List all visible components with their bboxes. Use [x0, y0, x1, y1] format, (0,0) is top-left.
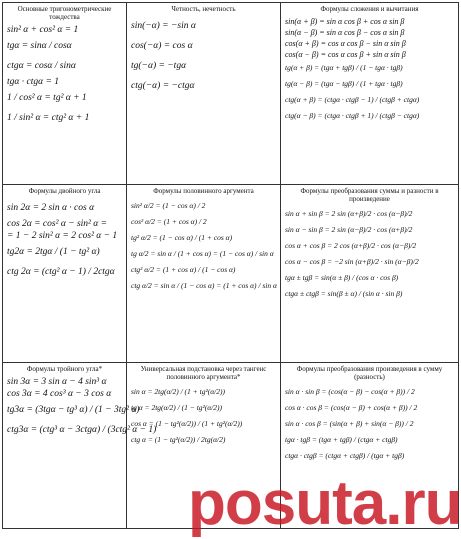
formula-line: tgα · ctgα = 1	[7, 77, 60, 87]
grid-row-2	[3, 185, 459, 363]
cell-title: Универсальная подстановка через тангенс половинного аргумента*	[140, 365, 267, 381]
formula-line: tg(α − β) = (tgα − tgβ) / (1 + tgα · tgβ)	[285, 79, 403, 88]
formula-line: tgα ± tgβ = sin(α ± β) / (cos α · cos β)	[285, 273, 399, 282]
formula-line: ctg α = (1 − tg²(α/2)) / 2tg(α/2)	[131, 435, 226, 444]
formula-line: tg2α = 2tgα / (1 − tg² α)	[7, 247, 100, 257]
formula-line: sin α · cos β = (sin(α + β) + sin(α − β)) / 2	[285, 419, 414, 428]
cell-universal-substitution	[127, 363, 281, 529]
formula-line: sin α − sin β = 2 sin (α−β)/2 · cos (α+β)/2	[285, 225, 413, 234]
formula-line: cos 3α = 4 cos³ α − 3 cos α	[7, 389, 112, 399]
formula-line: ctg3α = (ctg³ α − 3ctgα) / (3ctg² α − 1)	[7, 425, 157, 435]
cell-title: Основные тригонометрические тождества	[17, 5, 112, 21]
grid-row-1	[3, 3, 459, 185]
formula-line: sin α + sin β = 2 sin (α+β)/2 · cos (α−β)/2	[285, 209, 413, 218]
formula-line: tg² α/2 = (1 − cos α) / (1 + cos α)	[131, 233, 233, 242]
formula-line: 1 / sin² α = ctg² α + 1	[7, 113, 90, 123]
cell-product-to-sum	[281, 363, 459, 529]
formula-line: tgα · tgβ = (tgα + tgβ) / (ctgα + ctgβ)	[285, 435, 398, 444]
formula-line: ctg² α/2 = (1 + cos α) / (1 − cos α)	[131, 265, 236, 274]
cell-double-angle	[3, 185, 127, 363]
cell-basic-identities	[3, 3, 127, 185]
formula-line: sin 2α = 2 sin α · cos α	[7, 203, 95, 213]
formula-line: ctg 2α = (ctg² α − 1) / 2ctgα	[7, 267, 115, 277]
cell-title: Четность, нечетность	[171, 5, 236, 13]
formula-line: cos α = (1 − tg²(α/2)) / (1 + tg²(α/2))	[131, 419, 243, 428]
cell-title: Формулы половинного аргумента	[153, 187, 254, 195]
formula-line: sin(α − β) = sin α cos β − cos α sin β	[285, 28, 405, 37]
formula-line: ctgα ± ctgβ = sin(β ± α) / (sin α · sin β)	[285, 289, 403, 298]
formula-line: tg α/2 = sin α / (1 + cos α) = (1 − cos α) / sin α	[131, 249, 274, 258]
site-watermark: posuta.ru	[188, 469, 461, 538]
cell-half-angle	[127, 185, 281, 363]
formula-line: tg α = 2tg(α/2) / (1 − tg²(α/2))	[131, 403, 223, 412]
cell-parity	[127, 3, 281, 185]
formula-grid	[2, 2, 459, 529]
cell-title: Формулы двойного угла	[28, 187, 101, 195]
cell-title: Формулы тройного угла*	[26, 365, 103, 373]
cell-title: Формулы сложения и вычитания	[320, 5, 419, 13]
formula-line: sin(−α) = −sin α	[131, 21, 196, 31]
formula-line: cos α + cos β = 2 cos (α+β)/2 · cos (α−β)/2	[285, 241, 417, 250]
formula-line: sin α = 2tg(α/2) / (1 + tg²(α/2))	[131, 387, 225, 396]
formula-line: tgα = sinα / cosα	[7, 41, 72, 51]
formula-line: ctg α/2 = sin α / (1 − cos α) = (1 + cos α) / sin α	[131, 281, 277, 290]
formula-line: tg3α = (3tgα − tg³ α) / (1 − 3tg² α)	[7, 405, 140, 415]
formula-line: sin 3α = 3 sin α − 4 sin³ α	[7, 377, 107, 387]
formula-line: cos α · cos β = (cos(α − β) + cos(α + β)) / 2	[285, 403, 418, 412]
formula-line: ctgα · ctgβ = (ctgα + ctgβ) / (tgα + tgβ)	[285, 451, 405, 460]
cell-title: Формулы преобразования суммы и разности в произведение	[300, 187, 439, 203]
cell-sum-to-product	[281, 185, 459, 363]
formula-line: cos(α + β) = cos α cos β − sin α sin β	[285, 39, 406, 48]
formula-line: 1 / cos² α = tg² α + 1	[7, 93, 87, 103]
formula-line: cos² α/2 = (1 + cos α) / 2	[131, 217, 207, 226]
formula-line: ctg(α − β) = (ctgα · ctgβ + 1) / (ctgβ − ctgα)	[285, 111, 420, 120]
formula-line: sin(α + β) = sin α cos β + cos α sin β	[285, 17, 405, 26]
cell-addition-formulas	[281, 3, 459, 185]
formula-line: cos α − cos β = −2 sin (α+β)/2 · sin (α−β)/2	[285, 257, 419, 266]
formula-line: ctg(α + β) = (ctgα · ctgβ − 1) / (ctgβ + ctgα)	[285, 95, 420, 104]
grid-row-3	[3, 363, 459, 529]
formula-line: ctg(−α) = −ctgα	[131, 81, 195, 91]
formula-line: cos(−α) = cos α	[131, 41, 193, 51]
formula-line: tg(α + β) = (tgα + tgβ) / (1 − tgα · tgβ)	[285, 63, 403, 72]
formula-line: = 1 − 2 sin² α = 2 cos² α − 1	[7, 231, 118, 241]
formula-line: sin α · sin β = (cos(α − β) − cos(α + β)) / 2	[285, 387, 415, 396]
formula-line: tg(−α) = −tgα	[131, 61, 187, 71]
formula-line: sin² α/2 = (1 − cos α) / 2	[131, 201, 206, 210]
cell-title: Формулы преобразования произведения в сумму (разность)	[296, 365, 443, 381]
formula-line: cos(α − β) = cos α cos β + sin α sin β	[285, 50, 406, 59]
formula-line: ctgα = cosα / sinα	[7, 61, 76, 71]
formula-line: sin² α + cos² α = 1	[7, 25, 79, 35]
formula-line: cos 2α = cos² α − sin² α =	[7, 219, 108, 229]
cell-triple-angle	[3, 363, 157, 529]
